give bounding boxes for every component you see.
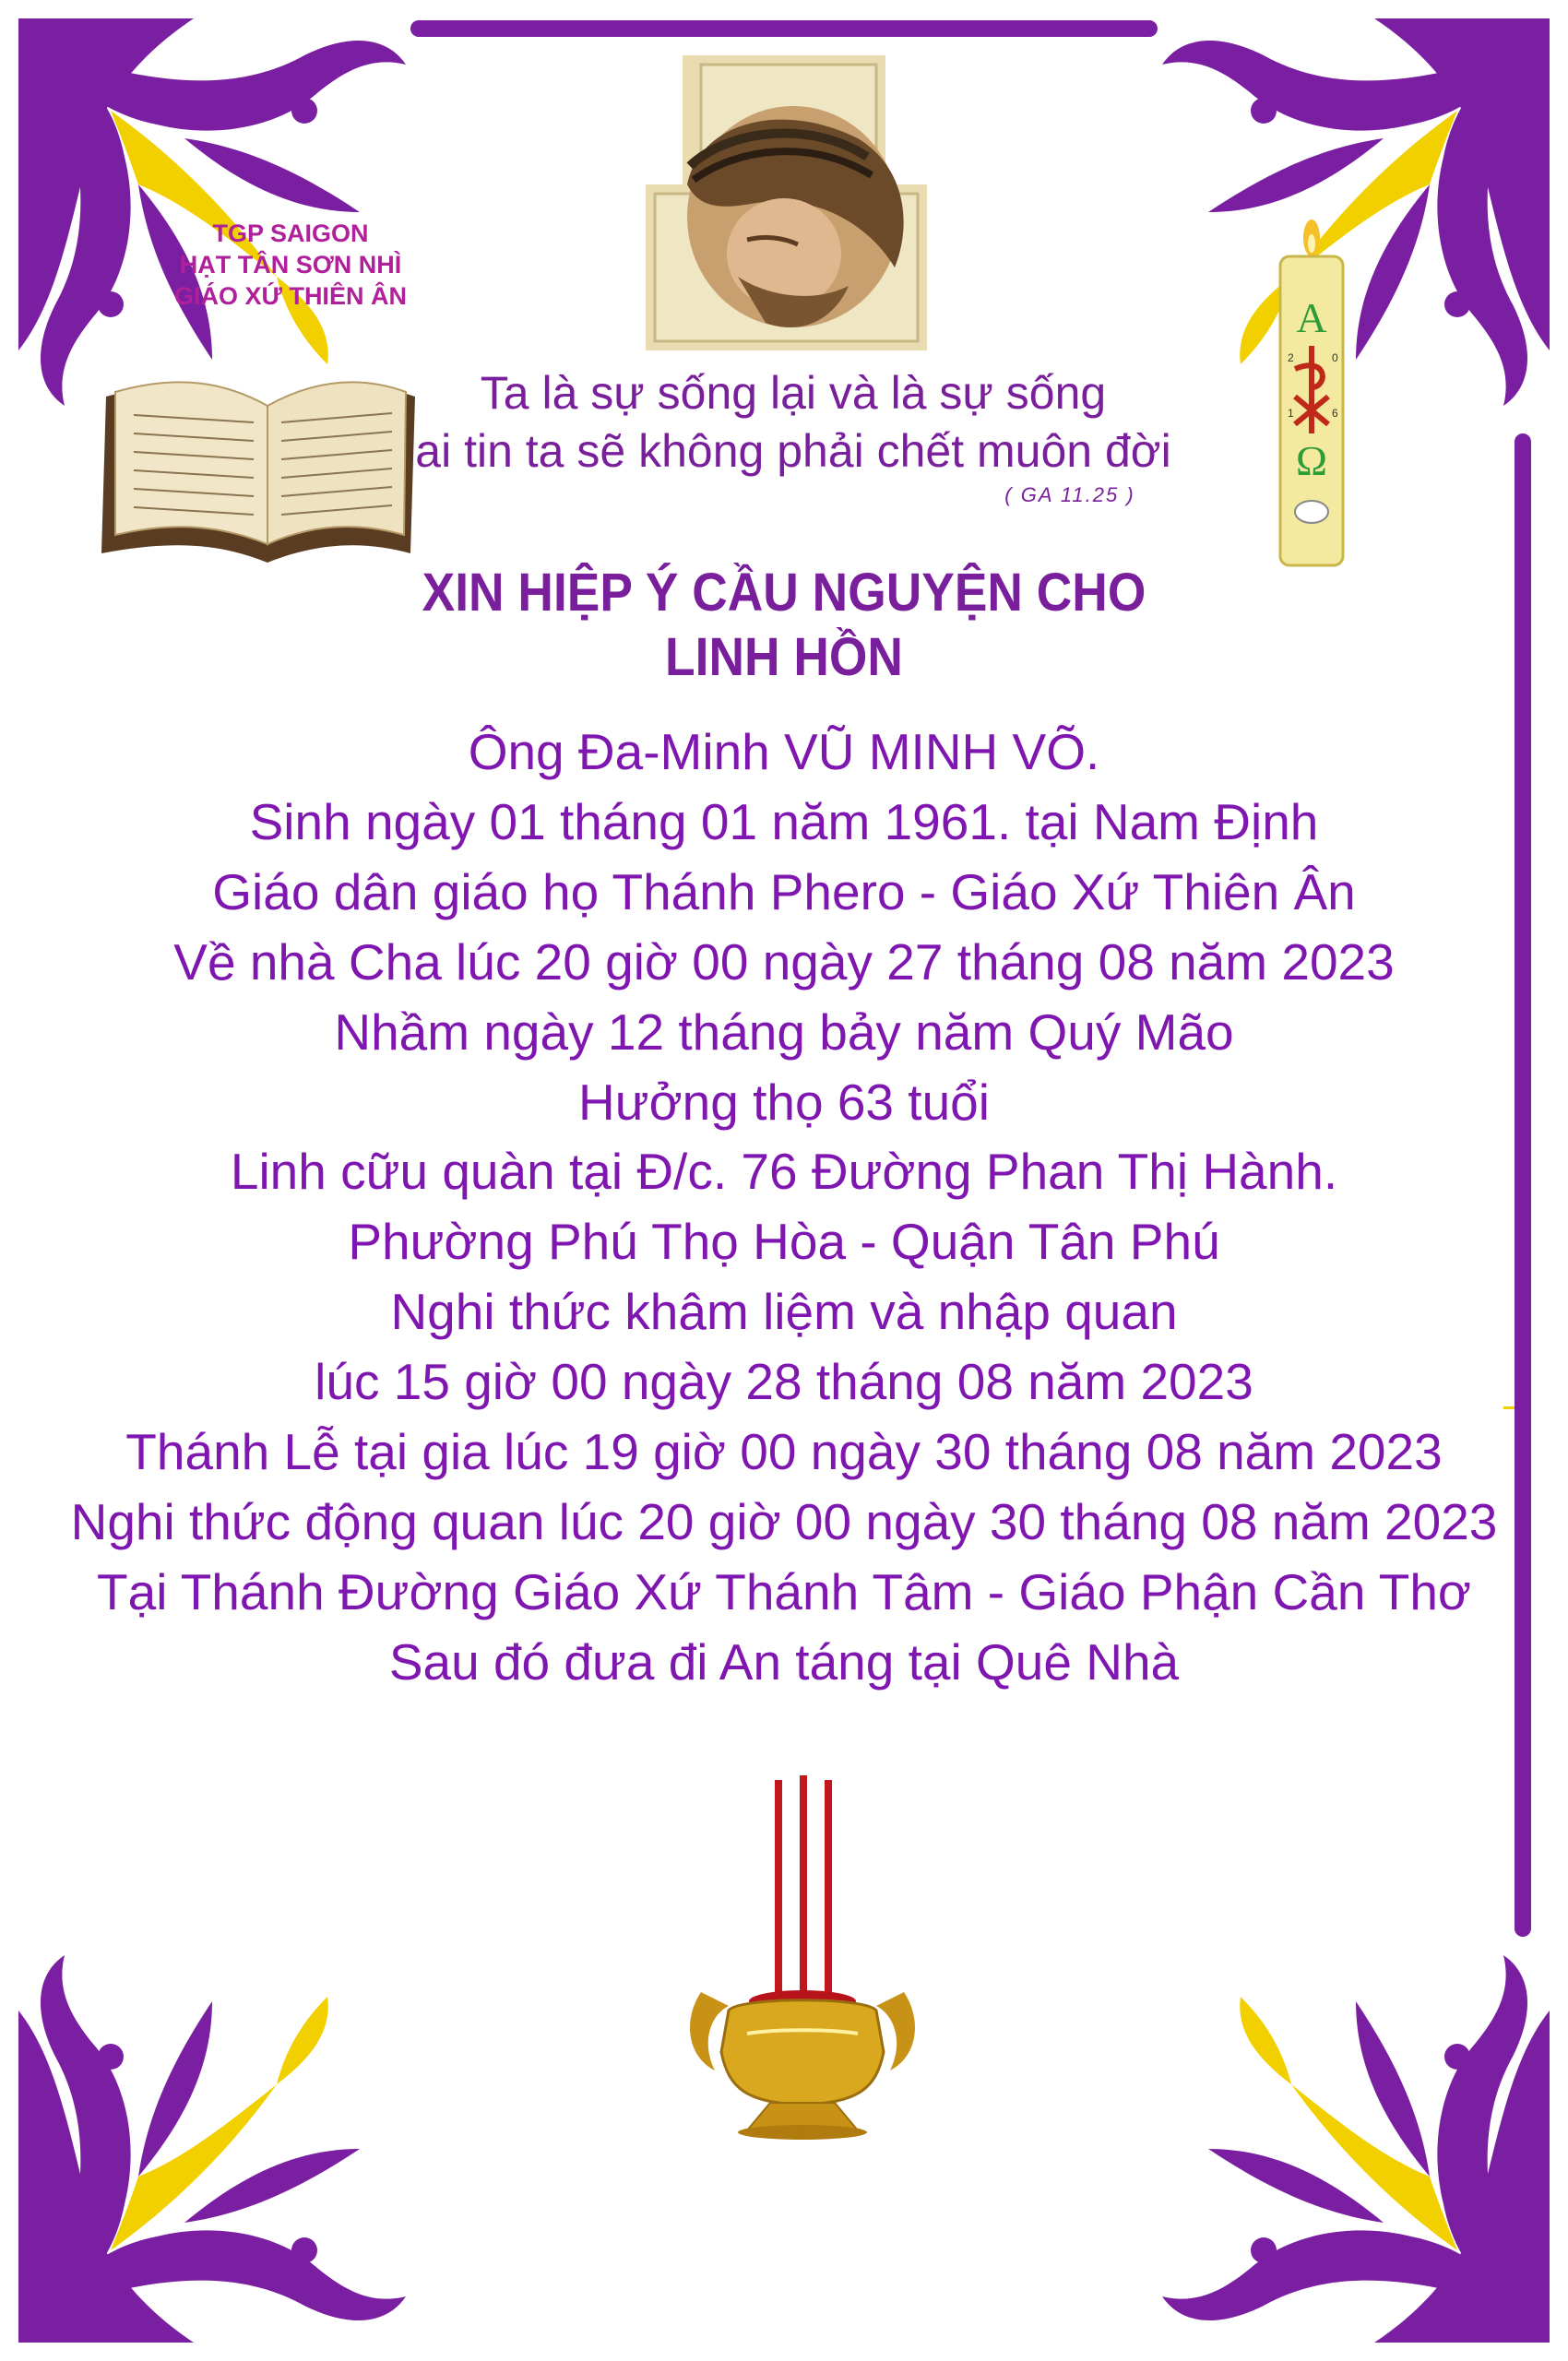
verse-reference: ( GA 11.25 ) xyxy=(1004,483,1135,506)
age-info: Hưởng thọ 63 tuổi xyxy=(578,1073,990,1131)
candle-year-digit: 0 xyxy=(1332,351,1338,364)
paschal-candle-icon xyxy=(1280,219,1343,565)
incense-burner-icon xyxy=(690,1775,915,2140)
deceased-name: Ông Đa-Minh VŨ MINH VÕ. xyxy=(468,723,1100,780)
heading-line-2: LINH HỒN xyxy=(665,627,903,687)
parish-line-archdiocese: TGP SAIGON xyxy=(212,219,369,247)
ornament-corner-icon xyxy=(1162,18,1550,406)
wake-ward: Phường Phú Thọ Hòa - Quận Tân Phú xyxy=(348,1213,1220,1271)
heading-line-1: XIN HIỆP Ý CẦU NGUYỆN CHO xyxy=(422,563,1146,623)
candle-year-digit: 1 xyxy=(1288,407,1294,420)
death-info: Về nhà Cha lúc 20 giờ 00 ngày 27 tháng 08 năm 2023 xyxy=(173,932,1395,991)
birth-info: Sinh ngày 01 tháng 01 năm 1961. tại Nam Định xyxy=(249,792,1319,850)
candle-year-digit: 2 xyxy=(1288,351,1294,364)
parish-line-parish: GIÁO XỨ THIÊN ÂN xyxy=(174,282,407,310)
home-mass: Thánh Lễ tại gia lúc 19 giờ 00 ngày 30 tháng 08 năm 2023 xyxy=(125,1423,1443,1481)
candle-year-digit: 6 xyxy=(1332,407,1338,420)
candle-omega: Ω xyxy=(1295,437,1328,484)
departure-rite: Nghi thức động quan lúc 20 giờ 00 ngày 30 tháng 08 năm 2023 xyxy=(70,1492,1498,1550)
candle-alpha: A xyxy=(1296,294,1327,341)
encoffining-time: lúc 15 giờ 00 ngày 28 tháng 08 năm 2023 xyxy=(315,1353,1253,1411)
wake-address: Linh cữu quàn tại Đ/c. 76 Đường Phan Thị Hành. xyxy=(230,1143,1338,1201)
parish-header xyxy=(138,218,443,312)
ornament-corner-icon xyxy=(18,1955,406,2343)
christ-crown-of-thorns-icon xyxy=(646,55,927,350)
obituary-details xyxy=(55,718,1513,1698)
lunar-date: Nhầm ngày 12 tháng bảy năm Quý Mão xyxy=(334,1003,1234,1061)
parish-line-deanery: HẠT TÂN SƠN NHÌ xyxy=(179,251,402,279)
parish-affiliation: Giáo dân giáo họ Thánh Phero - Giáo Xứ Thiên Ân xyxy=(212,862,1356,920)
verse-line-2: ai tin ta sẽ không phải chết muôn đời xyxy=(415,425,1171,477)
ornament-corner-icon xyxy=(1162,1955,1550,2343)
ornament-corner-icon xyxy=(18,18,406,406)
church-location: Tại Thánh Đường Giáo Xứ Thánh Tâm - Giáo Phận Cần Thơ xyxy=(97,1562,1471,1620)
burial-info: Sau đó đưa đi An táng tại Quê Nhà xyxy=(388,1632,1180,1691)
verse-line-1: Ta là sự sống lại và là sự sống xyxy=(480,367,1107,419)
encoffining-rite: Nghi thức khâm liệm và nhập quan xyxy=(390,1283,1178,1341)
